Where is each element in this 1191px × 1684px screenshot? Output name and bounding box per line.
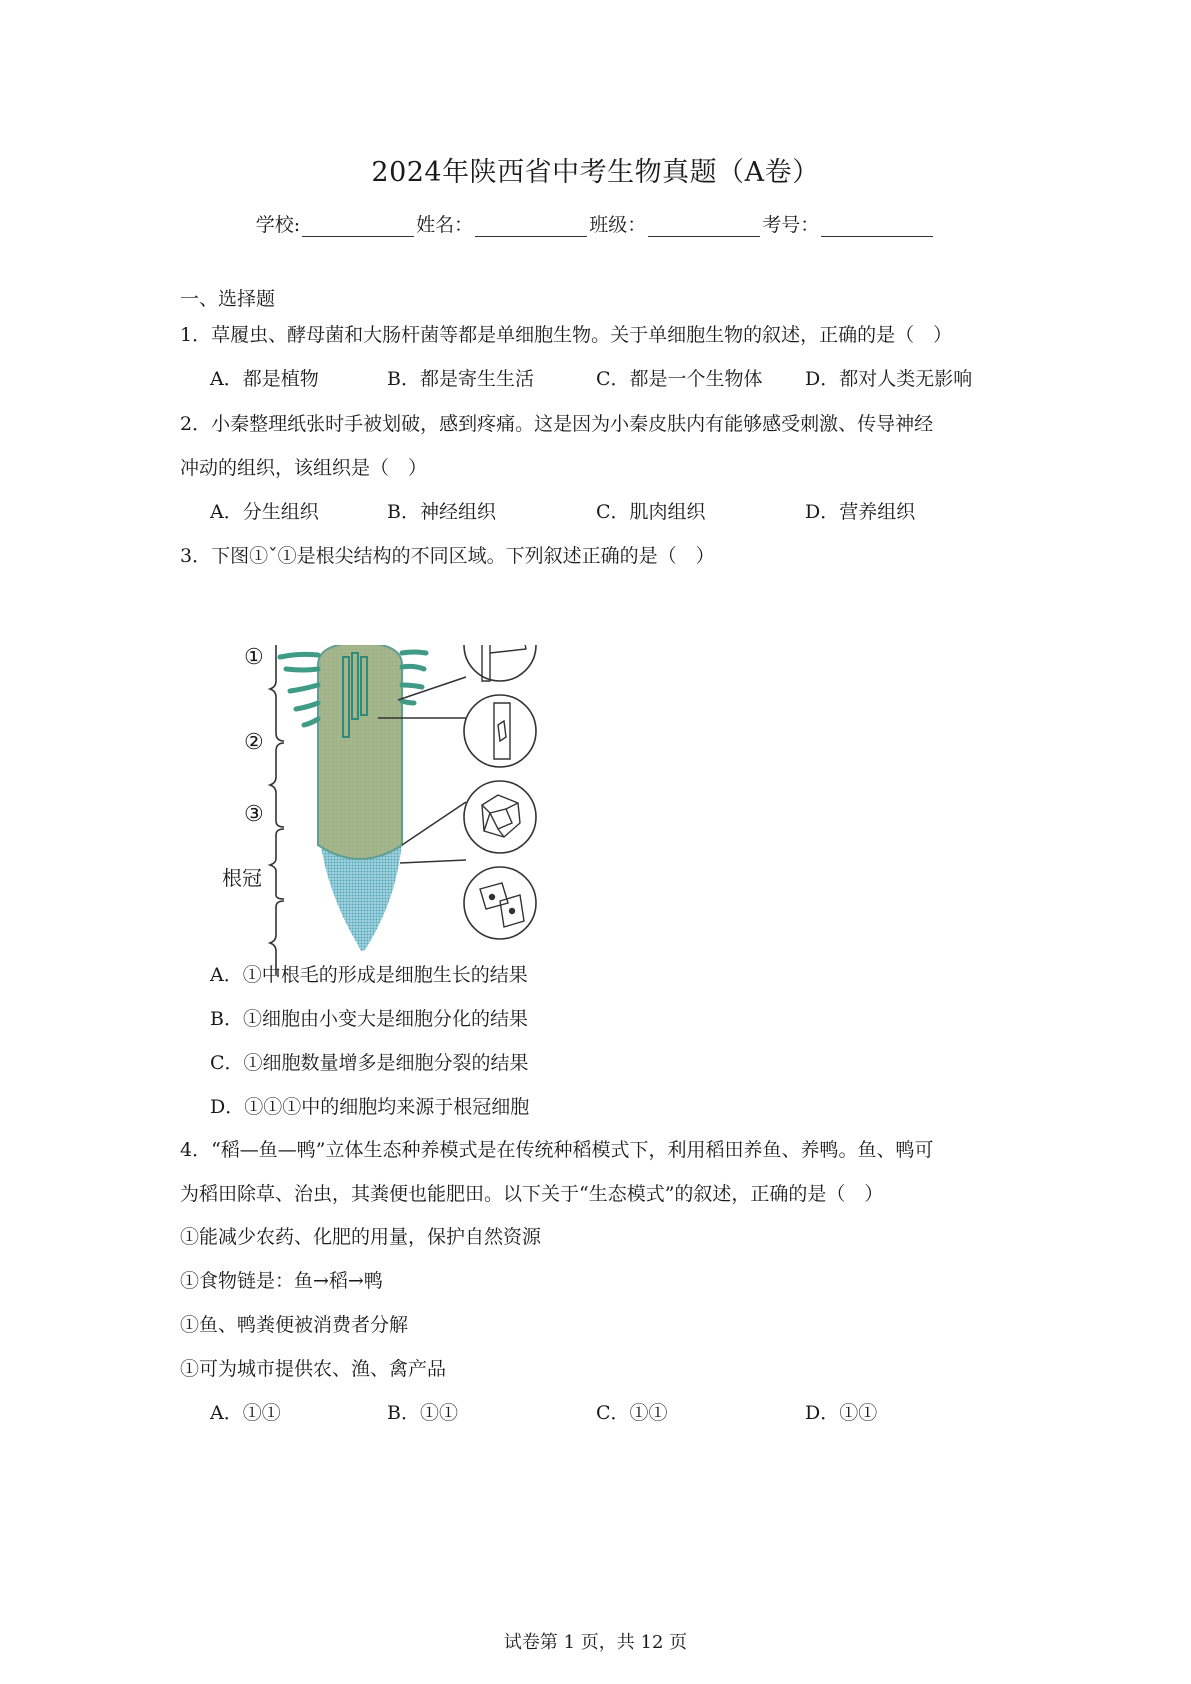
q3-stem: 3．下图①ˇ①是根尖结构的不同区域。下列叙述正确的是（ ） — [180, 545, 715, 567]
page-footer: 试卷第 1 页，共 12 页 — [503, 1632, 688, 1653]
q4-option-d: D．①① — [805, 1402, 878, 1424]
q3-option-d: D．①①①中的细胞均来源于根冠细胞 — [210, 1096, 530, 1118]
q3-option-b: B．①细胞由小变大是细胞分化的结果 — [210, 1008, 528, 1030]
name-blank — [475, 216, 587, 237]
figure-label-root-cap: 根冠 — [222, 866, 262, 890]
zoom-circle-elongation — [464, 695, 536, 767]
q2-stem-line2: 冲动的组织，该组织是（ ） — [180, 457, 428, 479]
q1-option-a: A．都是植物 — [210, 368, 319, 390]
q2-option-a: A．分生组织 — [210, 501, 319, 523]
name-label: 姓名： — [416, 214, 474, 236]
q4-option-b: B．①① — [387, 1402, 458, 1424]
class-label: 班级： — [589, 214, 647, 236]
q2-option-c: C．肌肉组织 — [596, 501, 706, 523]
q3-option-a: A．①中根毛的形成是细胞生长的结果 — [210, 964, 528, 986]
class-blank — [648, 216, 760, 237]
q1-option-d: D．都对人类无影响 — [805, 368, 973, 390]
zoom-circle-root-hair — [464, 645, 536, 681]
student-info-row — [0, 210, 1191, 237]
q4-stem-line2: 为稻田除草、治虫，其粪便也能肥田。以下关于“生态模式”的叙述，正确的是（ ） — [180, 1183, 884, 1205]
figure-label-3: ③ — [244, 802, 264, 827]
school-blank — [302, 216, 414, 237]
q1-stem: 1．草履虫、酵母菌和大肠杆菌等都是单细胞生物。关于单细胞生物的叙述，正确的是（ ） — [180, 324, 953, 346]
zoom-circle-division — [464, 781, 536, 853]
q4-stem-line1: 4．“稻—鱼—鸭”立体生态种养模式是在传统种稻模式下，利用稻田养鱼、养鸭。鱼、鸭可 — [180, 1139, 934, 1161]
figure-label-1: ① — [244, 645, 264, 670]
q2-option-b: B．神经组织 — [387, 501, 496, 523]
page-title: 2024年陕西省中考生物真题（A卷） — [371, 157, 820, 188]
q4-statement-2: ①食物链是：鱼→稻→鸭 — [180, 1270, 383, 1292]
figure-label-2: ② — [244, 730, 264, 755]
q2-option-d: D．营养组织 — [805, 501, 916, 523]
q4-option-c: C．①① — [596, 1402, 668, 1424]
number-label: 考号： — [762, 214, 820, 236]
q1-option-c: C．都是一个生物体 — [596, 368, 763, 390]
number-blank — [821, 216, 933, 237]
school-label: 学校: — [255, 214, 301, 236]
q4-statement-3: ①鱼、鸭粪便被消费者分解 — [180, 1314, 409, 1336]
q1-option-b: B．都是寄生生活 — [387, 368, 534, 390]
section-heading: 一、选择题 — [180, 288, 276, 310]
root-tip-figure — [228, 645, 598, 975]
q3-option-c: C．①细胞数量增多是细胞分裂的结果 — [210, 1052, 529, 1074]
q2-stem-line1: 2．小秦整理纸张时手被划破，感到疼痛。这是因为小秦皮肤内有能够感受刺激、传导神经 — [180, 413, 934, 435]
q4-statement-1: ①能减少农药、化肥的用量，保护自然资源 — [180, 1226, 542, 1248]
q4-option-a: A．①① — [210, 1402, 281, 1424]
q4-statement-4: ①可为城市提供农、渔、禽产品 — [180, 1358, 447, 1380]
